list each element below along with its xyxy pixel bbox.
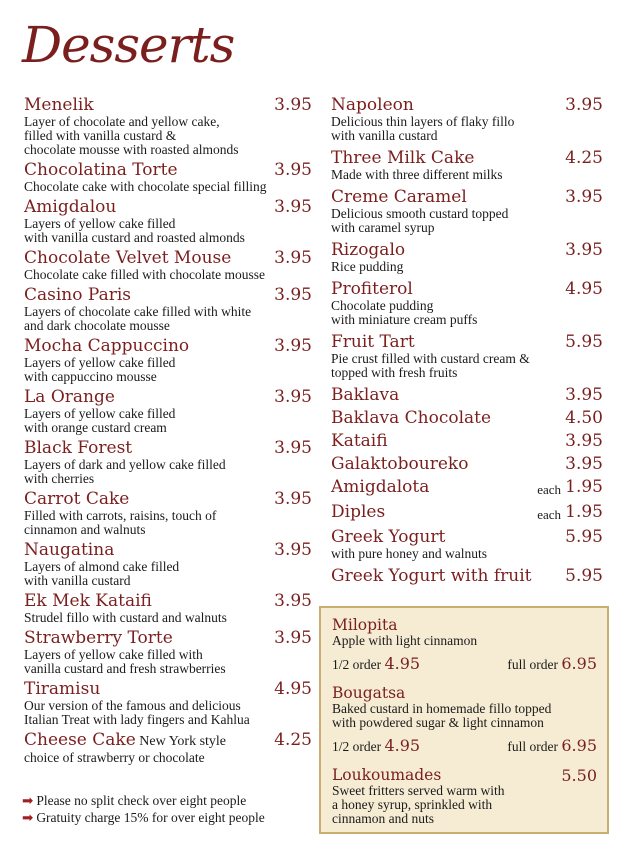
menu-item-amigdalota (331, 478, 603, 497)
item-name: Chocolate Velvet Mouse (24, 248, 232, 268)
full-order-price: 6.95 (561, 654, 597, 673)
item-name: Diples (331, 502, 386, 522)
item-name: Ek Mek Kataifi (24, 591, 152, 611)
menu-item-chocolate-velvet-mouse (24, 249, 312, 282)
item-name: Amigdalota (331, 477, 430, 497)
item-name: Creme Caramel (331, 187, 467, 207)
item-price: 3.95 (274, 160, 312, 180)
item-name: La Orange (24, 387, 115, 407)
item-price: 3.95 (274, 591, 312, 611)
item-name: Black Forest (24, 438, 133, 458)
item-name: Greek Yogurt with fruit (331, 566, 532, 586)
menu-item-mocha-cappuccino (24, 337, 312, 384)
menu-item-cheese-cake (24, 731, 312, 765)
item-name: Greek Yogurt (331, 527, 446, 547)
menu-item-greek-yogurt (331, 528, 603, 561)
item-description: Layers of almond cake filled with vanilla custard (24, 559, 180, 588)
item-price: 3.95 (274, 336, 312, 356)
item-description: Delicious smooth custard topped with caramel syrup (331, 206, 509, 235)
item-description: Our version of the famous and delicious Italian Treat with lady fingers and Kahlua (24, 698, 250, 727)
item-price: 3.95 (565, 95, 603, 115)
note-text: Gratuity charge 15% for over eight people (36, 810, 265, 825)
item-name: Menelik (24, 95, 94, 115)
item-name: Loukoumades (332, 766, 442, 784)
left-menu-column (24, 96, 312, 769)
menu-item-baklava (331, 386, 603, 405)
note-split-check (22, 792, 265, 809)
item-price: 1.95 (565, 477, 603, 497)
item-price: 5.95 (565, 566, 603, 586)
item-description: Chocolate cake filled with chocolate mousse (24, 267, 266, 282)
right-menu-column (331, 96, 603, 590)
item-name: Casino Paris (24, 285, 131, 305)
menu-item-kataifi (331, 432, 603, 451)
item-price: 3.95 (565, 385, 603, 405)
item-name: Naugatina (24, 540, 115, 560)
item-description: Chocolate pudding with miniature cream puffs (331, 298, 478, 327)
note-gratuity (22, 809, 265, 826)
item-price: 3.95 (274, 95, 312, 115)
item-name: Three Milk Cake (331, 148, 475, 168)
item-name-text: Cheese Cake (24, 730, 136, 750)
item-inline-description: New York style (135, 734, 227, 749)
menu-item-bougatsa (332, 684, 597, 756)
item-description: Layers of yellow cake filled with vanilla custard and fresh strawberries (24, 647, 226, 676)
item-description: Layers of dark and yellow cake filled with cherries (24, 457, 226, 486)
item-name: Tiramisu (24, 679, 101, 699)
menu-item-rizogalo (331, 241, 603, 274)
item-description: Baked custard in homemade fillo topped with powdered sugar & light cinnamon (332, 701, 552, 730)
item-name: Napoleon (331, 95, 414, 115)
menu-item-tiramisu (24, 680, 312, 727)
item-price: 5.50 (561, 766, 597, 785)
menu-item-creme-caramel (331, 188, 603, 235)
menu-item-profiterol (331, 280, 603, 327)
menu-item-casino-paris (24, 286, 312, 333)
item-description: Made with three different milks (331, 167, 503, 182)
item-unit: each (537, 507, 561, 522)
footer-notes (22, 792, 265, 826)
arrow-right-icon: ➡ (22, 810, 34, 825)
item-name: Milopita (332, 616, 398, 634)
item-price: 5.95 (565, 527, 603, 547)
menu-item-menelik (24, 96, 312, 157)
item-name: Chocolatina Torte (24, 160, 178, 180)
item-price: 3.95 (565, 454, 603, 474)
item-description: Layers of yellow cake filled with vanilla custard and roasted almonds (24, 216, 245, 245)
menu-item-strawberry-torte (24, 629, 312, 676)
arrow-right-icon: ➡ (22, 793, 34, 808)
item-description: Delicious thin layers of flaky fillo with vanilla custard (331, 114, 515, 143)
item-price: 1.95 (565, 502, 603, 522)
item-description: choice of strawberry or chocolate (24, 750, 205, 765)
order-sizes (332, 734, 597, 756)
order-sizes (332, 652, 597, 674)
item-name: Strawberry Torte (24, 628, 173, 648)
item-name: Amigdalou (24, 197, 117, 217)
item-name: Rizogalo (331, 240, 406, 260)
item-price: 3.95 (565, 187, 603, 207)
page-title: Desserts (22, 16, 235, 74)
half-order-price: 4.95 (384, 736, 421, 755)
item-price: 3.95 (565, 431, 603, 451)
item-name: Kataifi (331, 431, 388, 451)
item-name (24, 731, 312, 751)
item-description: Layer of chocolate and yellow cake, filled with vanilla custard & chocolate mousse with roasted almonds (24, 114, 239, 157)
full-order (507, 654, 597, 673)
half-order-label: 1/2 order (332, 657, 382, 672)
item-description: Apple with light cinnamon (332, 633, 478, 648)
menu-item-amigdalou (24, 198, 312, 245)
item-description: Rice pudding (331, 259, 404, 274)
menu-item-three-milk-cake (331, 149, 603, 182)
menu-item-la-orange (24, 388, 312, 435)
full-order-price: 6.95 (561, 736, 597, 755)
item-name: Mocha Cappuccino (24, 336, 190, 356)
half-order (332, 736, 420, 755)
menu-item-black-forest (24, 439, 312, 486)
item-price: 3.95 (274, 540, 312, 560)
full-order-label: full order (507, 739, 558, 754)
item-description: Layers of yellow cake filled with orange custard cream (24, 406, 176, 435)
item-name: Baklava (331, 385, 400, 405)
menu-item-baklava-chocolate (331, 409, 603, 428)
item-description: Layers of yellow cake filled with cappuccino mousse (24, 355, 176, 384)
menu-item-diples (331, 503, 603, 522)
item-price: 3.95 (274, 628, 312, 648)
full-order (507, 736, 597, 755)
menu-item-fruit-tart (331, 333, 603, 380)
item-price: 3.95 (274, 285, 312, 305)
item-description: with pure honey and walnuts (331, 546, 487, 561)
menu-item-loukoumades (332, 766, 597, 826)
half-order-price: 4.95 (384, 654, 421, 673)
menu-item-galaktoboureko (331, 455, 603, 474)
item-price: 3.95 (274, 489, 312, 509)
specials-box (319, 606, 609, 834)
item-price: 3.95 (274, 438, 312, 458)
item-name: Baklava Chocolate (331, 408, 492, 428)
item-name: Carrot Cake (24, 489, 130, 509)
item-price: 4.25 (274, 730, 312, 750)
menu-item-greek-yogurt-with-fruit (331, 567, 603, 586)
menu-item-milopita (332, 616, 597, 674)
note-text: Please no split check over eight people (36, 793, 247, 808)
item-price: 4.95 (274, 679, 312, 699)
menu-item-ek-mek-kataifi (24, 592, 312, 625)
item-price: 3.95 (274, 248, 312, 268)
item-price: 3.95 (274, 387, 312, 407)
menu-item-chocolatina-torte (24, 161, 312, 194)
menu-item-naugatina (24, 541, 312, 588)
item-name: Fruit Tart (331, 332, 415, 352)
item-unit: each (537, 482, 561, 497)
item-description: Strudel fillo with custard and walnuts (24, 610, 227, 625)
item-name: Profiterol (331, 279, 413, 299)
menu-item-napoleon (331, 96, 603, 143)
item-price: 3.95 (565, 240, 603, 260)
menu-item-carrot-cake (24, 490, 312, 537)
item-price: 4.25 (565, 148, 603, 168)
half-order (332, 654, 420, 673)
item-price: 4.95 (565, 279, 603, 299)
item-price: 4.50 (565, 408, 603, 428)
item-description: Pie crust filled with custard cream & topped with fresh fruits (331, 351, 530, 380)
item-name: Galaktoboureko (331, 454, 469, 474)
item-description: Filled with carrots, raisins, touch of cinnamon and walnuts (24, 508, 217, 537)
half-order-label: 1/2 order (332, 739, 382, 754)
full-order-label: full order (507, 657, 558, 672)
item-name: Bougatsa (332, 684, 406, 702)
item-description: Layers of chocolate cake filled with white and dark chocolate mousse (24, 304, 252, 333)
item-description: Sweet fritters served warm with a honey syrup, sprinkled with cinnamon and nuts (332, 783, 505, 826)
item-price: 5.95 (565, 332, 603, 352)
item-price: 3.95 (274, 197, 312, 217)
item-description: Chocolate cake with chocolate special filling (24, 179, 267, 194)
